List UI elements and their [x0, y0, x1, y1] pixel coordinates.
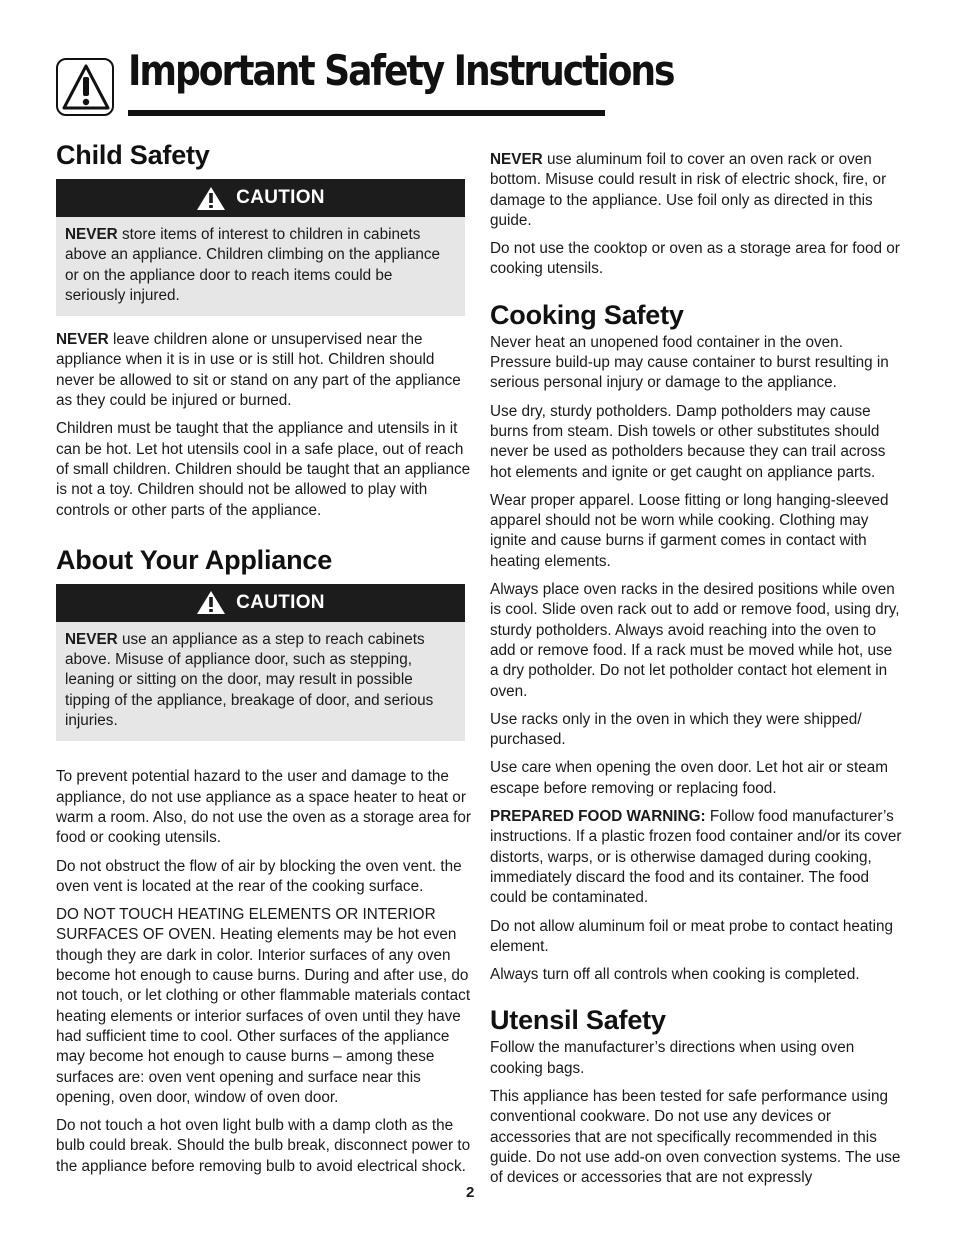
about-appliance-section: [56, 545, 472, 1177]
paragraph: Use racks only in the oven in which they were shipped/ purchased.: [490, 710, 862, 749]
title-rule: [128, 110, 605, 116]
about-appliance-caution-box: [56, 584, 465, 741]
paragraph-lead: PREPARED FOOD WARNING:: [490, 808, 706, 826]
paragraph: Do not touch a hot oven light bulb with a damp cloth as the bulb could break. Should the bulb break, disconnect power to the appliance before removing bulb to avoid electrical shock.: [56, 1117, 471, 1175]
paragraph: Use care when opening the oven door. Let hot air or steam escape before removing or replacing food.: [490, 759, 888, 797]
about-appliance-heading: About Your Appliance: [56, 544, 333, 575]
caution-label: CAUTION: [236, 187, 325, 208]
paragraph: [490, 150, 904, 231]
paragraph: Follow the manufacturer’s directions when using oven cooking bags.: [490, 1039, 855, 1077]
paragraph: [490, 807, 904, 908]
paragraph: Do not allow aluminum foil or meat probe to contact heating element.: [490, 917, 894, 955]
paragraph-lead: NEVER: [490, 151, 543, 168]
paragraph-lead: NEVER: [56, 331, 109, 349]
paragraph: DO NOT TOUCH HEATING ELEMENTS OR INTERIOR SURFACES OF OVEN. Heating elements may be hot even though they are dark in color. Interior surfaces of any oven become hot enough to cause burns. During and after use, do not touch, or let clothing or other flammable materials contact heating elements or interior surfaces of oven until they have had sufficient time to cool. Other surfaces of the appliance may become hot enough to cause burns – among these surfaces are: oven vent opening and surface near this opening, oven door, window of oven door.: [56, 906, 471, 1106]
caution-text: [56, 217, 465, 316]
caution-lead: NEVER: [65, 630, 118, 648]
right-column: [490, 150, 904, 1196]
paragraph: Children must be taught that the appliance and utensils in it can be hot. Let hot utensils cool in a safe place, out of reach of small children. Children should be taught that an appliance is not a toy. Children should not be allowed to play with controls or other parts of the appliance.: [56, 420, 471, 519]
caution-banner: [56, 179, 465, 217]
paragraph: To prevent potential hazard to the user and damage to the appliance, do not use appliance as a space heater to heat or warm a room. Also, do not use the oven as a storage area for food or cooking utensils.: [56, 768, 471, 847]
paragraph: [56, 330, 472, 411]
caution-text: [56, 622, 465, 741]
caution-lead: NEVER: [65, 226, 118, 243]
paragraph: This appliance has been tested for safe performance using conventional cookware. Do not use any devices or accessories that are not specifically recommended in this guide. Do not use add-on oven convection systems. The use of devices or accessories that are not expressly: [490, 1087, 901, 1187]
utensil-safety-section: [490, 1005, 904, 1188]
caution-body: use an appliance as a step to reach cabinets above. Misuse of appliance door, such as stepping, leaning or sitting on the door, may result in possible tipping of the appliance, breakage of door, and serious injuries.: [65, 630, 434, 730]
utensil-safety-heading: Utensil Safety: [490, 1005, 666, 1036]
paragraph: Wear proper apparel. Loose fitting or long hanging-sleeved apparel should not be worn while cooking. Clothing may ignite and cause burns if garment comes in contact with heating elements.: [490, 491, 889, 570]
caution-icon: [196, 590, 226, 615]
caution-body: store items of interest to children in cabinets above an appliance. Children climbing on the appliance or on the appliance door to reach items could be seriously injured.: [65, 226, 441, 304]
paragraph-body: Follow food manufacturer’s instructions. If a plastic frozen food container and/or its cover distorts, warps, or is otherwise damaged during cooking, immediately discard the food and its container. The food could be contaminated.: [490, 808, 902, 907]
page-header: [56, 46, 674, 118]
left-column: [56, 140, 472, 1185]
cooking-safety-heading: Cooking Safety: [490, 299, 684, 330]
warning-triangle-icon: [56, 58, 114, 116]
paragraph-body: leave children alone or unsupervised near the appliance when it is in use or is still hot. Children should never be allowed to sit or stand on any part of the appliance as they could be injured or burned.: [56, 331, 461, 410]
page-number: 2: [466, 1184, 475, 1201]
paragraph: Always turn off all controls when cooking is completed.: [490, 966, 860, 984]
page-title: Important Safety Instructions: [128, 46, 674, 95]
paragraph: Never heat an unopened food container in the oven. Pressure build-up may cause container to burst resulting in serious personal injury or damage to the appliance.: [490, 333, 889, 392]
paragraph: Use dry, sturdy potholders. Damp potholders may cause burns from steam. Dish towels or other substitutes should never be used as potholders because they can trail across hot elements and ignite or get caught on appliance parts.: [490, 402, 886, 481]
paragraph-body: use aluminum foil to cover an oven rack or oven bottom. Misuse could result in risk of electric shock, fire, or damage to the appliance. Use foil only as directed in this guide.: [490, 151, 887, 229]
child-safety-caution-box: [56, 179, 465, 316]
caution-banner: [56, 584, 465, 622]
paragraph: Always place oven racks in the desired positions while oven is cool. Slide oven rack out to add or remove food, using dry, sturdy potholders. Always avoid reaching into the oven to add or remove food. If a rack must be moved while hot, use a dry potholder. Do not let potholder contact hot element in oven.: [490, 581, 900, 700]
paragraph: Do not use the cooktop or oven as a storage area for food or cooking utensils.: [490, 240, 900, 278]
caution-label: CAUTION: [236, 591, 325, 613]
caution-icon: [196, 186, 226, 211]
cooking-safety-section: [490, 300, 904, 986]
child-safety-heading: Child Safety: [56, 140, 210, 170]
child-safety-section: [56, 140, 472, 521]
paragraph: Do not obstruct the flow of air by blocking the oven vent. the oven vent is located at the rear of the cooking surface.: [56, 857, 462, 895]
